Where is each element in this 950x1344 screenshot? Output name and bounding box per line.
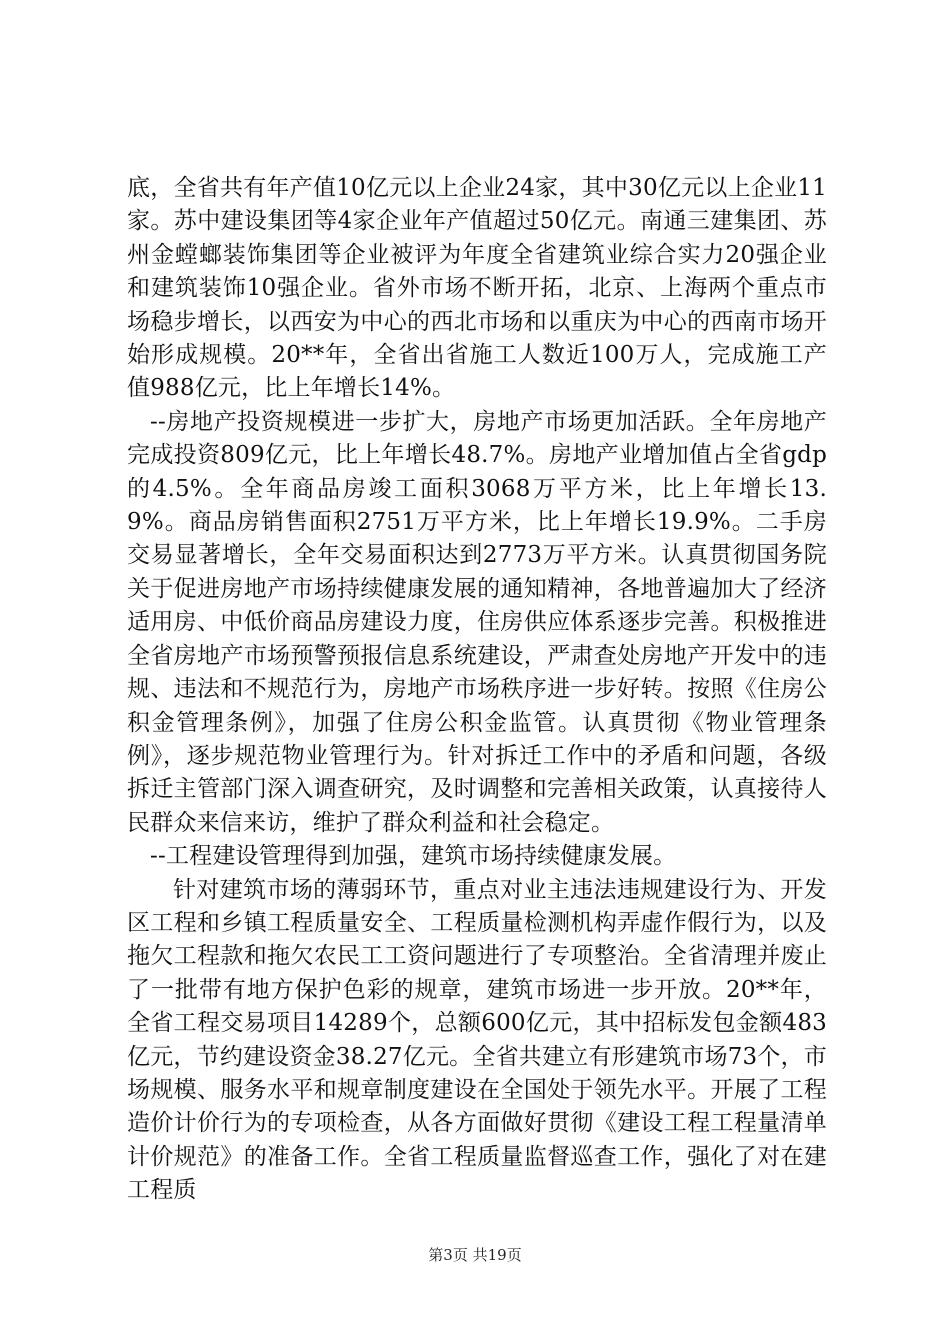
paragraph-engineering-heading: --工程建设管理得到加强，建筑市场持续健康发展。: [150, 843, 677, 870]
paragraph-real-estate: --房地产投资规模进一步扩大，房地产市场更加活跃。全年房地产完成投资809亿元，比上年增长48.7%。房地产业增加值占全省gdp的4.5%。全年商品房竣工面积3068万平方米，比上年增长13.9%。商品房销售面积2751万平方米，比上年增长19.9%。二手房交易显著增长，全年交易面积达到2773万平方米。认真贯彻国务院关于促进房地产市场持续健康发展的通知精神，各地普遍加大了经济适用房、中低价商品房建设力度，住房供应体系逐步完善。积极推进全省房地产市场预警预报信息系统建设，严肃查处房地产开发中的违规、违法和不规范行为，房地产市场秩序进一步好转。按照《住房公积金管理条例》，加强了住房公积金监管。认真贯彻《物业管理条例》，逐步规范物业管理行为。针对拆迁工作中的矛盾和问题，各级拆迁主管部门深入调查研究，及时调整和完善相关政策，认真接待人民群众来信来访，维护了群众利益和社会稳定。: [127, 408, 827, 836]
document-body: [127, 172, 827, 1208]
paragraph-market-rectification: 针对建筑市场的薄弱环节，重点对业主违法违规建设行为、开发区工程和乡镇工程质量安全、工程质量检测机构弄虚作假行为，以及拖欠工程款和拖欠农民工工资问题进行了专项整治。全省清理并废止了一批带有地方保护色彩的规章，建筑市场进一步开放。20**年，全省工程交易项目14289个，总额600亿元，其中招标发包金额483亿元，节约建设资金38.27亿元。全省共建立有形建筑市场73个，市场规模、服务水平和规章制度建设在全国处于领先水平。开展了工程造价计价行为的专项检查，从各方面做好贯彻《建设工程工程量清单计价规范》的准备工作。全省工程质量监督巡查工作，强化了对在建工程质: [127, 876, 827, 1204]
paragraph-construction-output: 底，全省共有年产值10亿元以上企业24家，其中30亿元以上企业11家。苏中建设集团等4家企业年产值超过50亿元。南通三建集团、苏州金螳螂装饰集团等企业被评为年度全省建筑业综合实力20强企业和建筑装饰10强企业。省外市场不断开拓，北京、上海两个重点市场稳步增长，以西安为中心的西北市场和以重庆为中心的西南市场开始形成规模。20**年，全省出省施工人数近100万人，完成施工产值988亿元，比上年增长14%。: [127, 175, 827, 402]
page-number-footer: 第3页 共19页: [428, 1246, 522, 1264]
